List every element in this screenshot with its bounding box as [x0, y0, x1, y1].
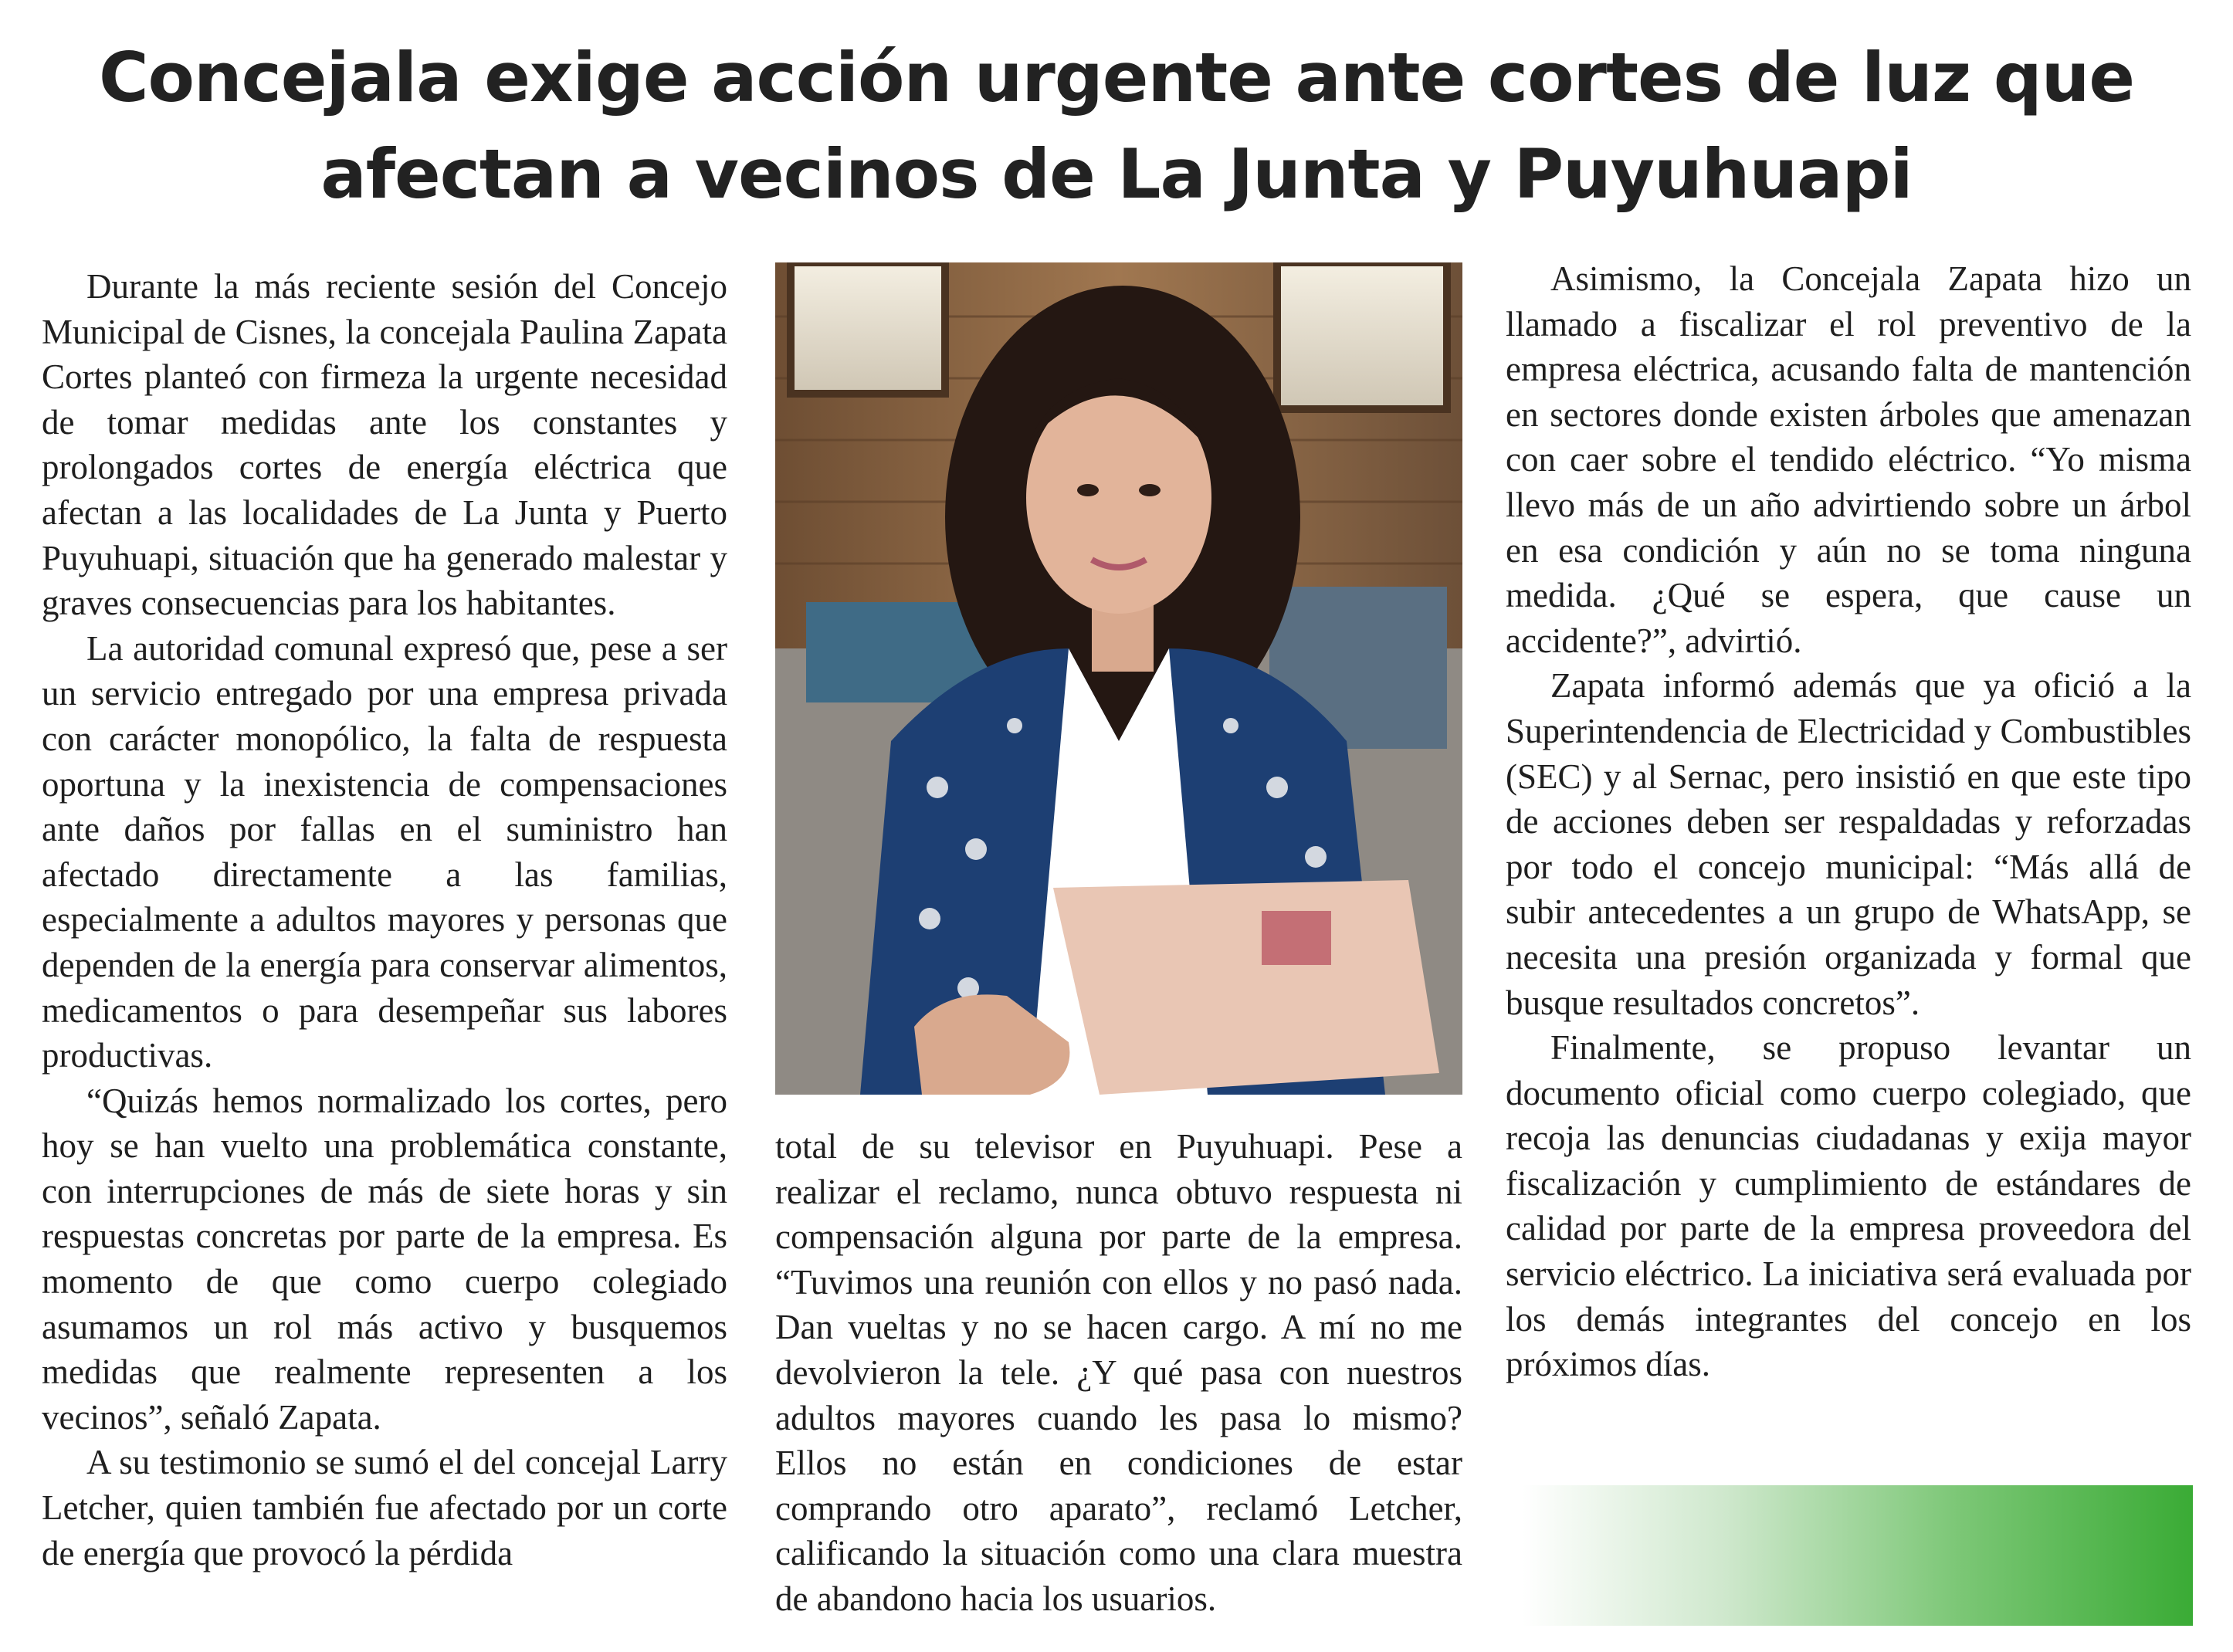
photo-illustration [775, 262, 1462, 1095]
article-headline: Concejala exige acción urgente ante cortes de luz que afectan a vecinos de La Junta y Puyuhuapi [98, 38, 2135, 214]
paragraph: La autoridad comunal expresó que, pese a ser un servicio entregado por una empresa privada con carácter monopólico, la falta de respuesta oportuna y la inexistencia de compensaciones ante daños por fallas en el suministro han afectado directamente a las familias, especialmente a adultos mayores y personas que dependen de la energía para conservar alimentos, medicamentos o para desempeñar sus labores productivas. [42, 628, 727, 1075]
paragraph: total de su televisor en Puyuhuapi. Pese a realizar el reclamo, nunca obtuvo respuesta ni compensación alguna por parte de la empresa. “Tuvimos una reunión con ellos y no pasó nada. Dan vueltas y no se hacen cargo. A mí no me devolvieron la tele. ¿Y qué pasa con nuestros adultos mayores cuando les pasa lo mismo? Ellos no están en condiciones de estar comprando otro aparato”, reclamó Letcher, calificando la situación como una clara muestra de abandono hacia los usuarios. [775, 1127, 1462, 1618]
article-column-1 [42, 264, 727, 1576]
paragraph: Zapata informó además que ya ofició a la Superintendencia de Electricidad y Combustibles (SEC) y al Sernac, pero insistió en que este tipo de acciones deben ser respaldadas y reforzadas por todo el concejo municipal: “Más allá de subir antecedentes a un grupo de WhatsApp, se necesita una presión organizada y formal que busque resultados concretos”. [1506, 666, 2191, 1022]
councilwoman-photo [775, 262, 1462, 1095]
paragraph: Asimismo, la Concejala Zapata hizo un llamado a fiscalizar el rol preventivo de la empresa eléctrica, acusando falta de mantención en sectores donde existen árboles que amenazan con caer sobre el tendido eléctrico. “Yo misma llevo más de un año advirtiendo sobre un árbol en esa condición y aún no se toma ninguna medida. ¿Qué se espera, que cause un accidente?”, advirtió. [1506, 259, 2191, 660]
article-column-2 [775, 1124, 1462, 1622]
paragraph: “Quizás hemos normalizado los cortes, pero hoy se han vuelto una problemática constante, con interrupciones de más de siete horas y sin respuestas concretas por parte de la empresa. Es momento de que como cuerpo colegiado asumamos un rol más activo y busquemos medidas que realmente representen a los vecinos”, señaló Zapata. [42, 1081, 727, 1437]
paragraph: A su testimonio se sumó el del concejal Larry Letcher, quien también fue afectado por un corte de energía que provocó la pérdida [42, 1443, 727, 1572]
paragraph: Durante la más reciente sesión del Concejo Municipal de Cisnes, la concejala Paulina Zapata Cortes planteó con firmeza la urgente necesidad de tomar medidas ante los constantes y prolongados cortes de energía eléctrica que afectan a las localidades de La Junta y Puerto Puyuhuapi, situación que ha generado malestar y graves consecuencias para los habitantes. [42, 267, 727, 623]
paragraph: Finalmente, se propuso levantar un documento oficial como cuerpo colegiado, que recoja las denuncias ciudadanas y exija mayor fiscalización y cumplimiento de estándares de calidad por parte de la empresa proveedora del servicio eléctrico. La iniciativa será evaluada por los demás integrantes del concejo en los próximos días. [1506, 1028, 2191, 1384]
article-column-3 [1506, 256, 2191, 1387]
decorative-green-gradient-bar [1523, 1485, 2193, 1626]
